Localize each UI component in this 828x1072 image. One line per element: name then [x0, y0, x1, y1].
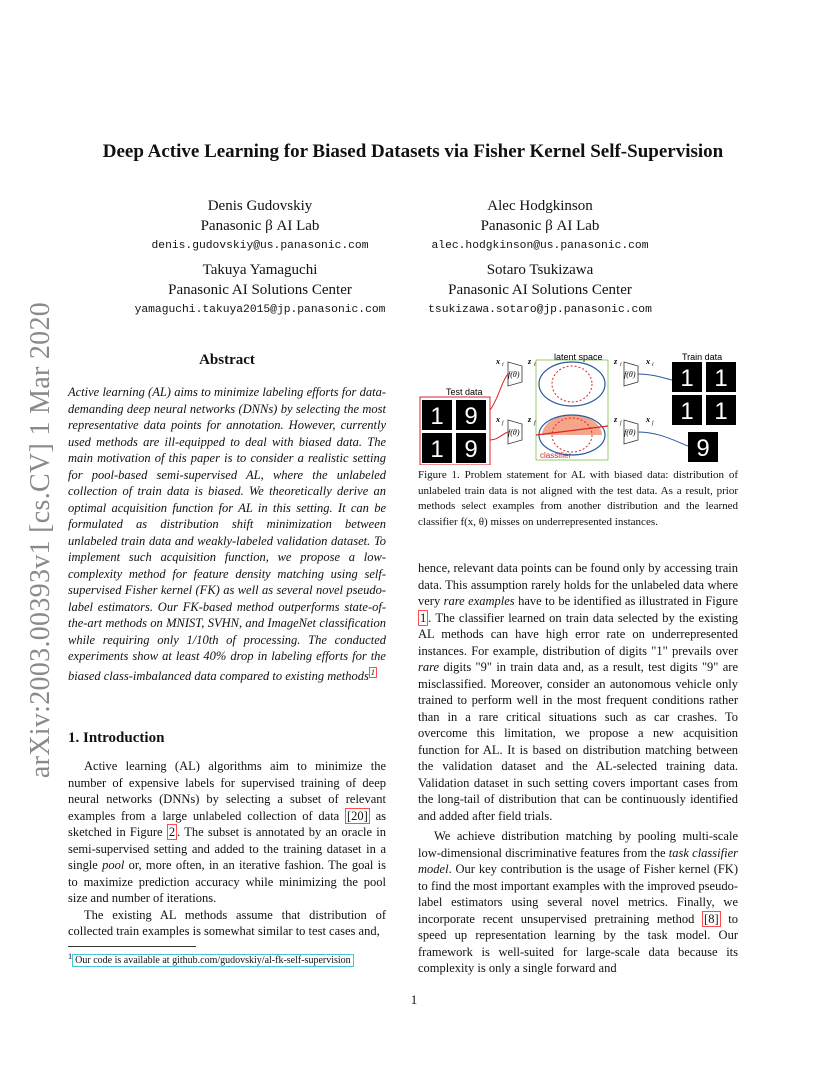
- train-data-label: Train data: [682, 352, 723, 362]
- arrow: [490, 432, 508, 440]
- var-z: z: [614, 357, 618, 366]
- digit-label: 1: [714, 398, 728, 425]
- variable-labels: [495, 357, 650, 424]
- function-label: f(θ): [624, 370, 636, 379]
- misclassified-region: [542, 415, 602, 435]
- digit-label: 1: [680, 398, 694, 425]
- section-heading-introduction: 1. Introduction: [68, 730, 165, 746]
- author-email: yamaguchi.takuya2015@jp.panasonic.com: [134, 304, 386, 316]
- var-x: x: [646, 357, 650, 366]
- digit-label: 1: [680, 365, 694, 392]
- digit-label: 9: [464, 403, 478, 430]
- latent-space-box: [536, 360, 608, 460]
- author-email: denis.gudovskiy@us.panasonic.com: [151, 240, 369, 252]
- author-block-2: [390, 196, 690, 256]
- classifier-label: classifier: [540, 451, 572, 460]
- arrow: [638, 374, 672, 380]
- function-label: f(θ): [508, 428, 520, 437]
- subscript: i: [620, 362, 622, 368]
- digit-label: 9: [464, 436, 478, 463]
- paper-title: Deep Active Learning for Biased Datasets via Fisher Kernel Self-Supervision: [102, 141, 724, 162]
- subscript: j: [620, 420, 622, 426]
- author-block-4: [390, 260, 690, 320]
- author-block-3: [110, 260, 410, 320]
- author-name: Sotaro Tsukizawa: [486, 262, 594, 278]
- arrow: [638, 432, 688, 446]
- test-data-images: [422, 400, 486, 463]
- body-paragraph-1: hence, relevant data points can be found only by accessing train data. This assumption rarely holds for the unlabeled data where very rare examples have to be identified as illustrated in Figure 1 . The classifier learned on train data selected by the existing AL methods can have high error rate on underrepresented instances. For example, distribution of digits "1" prevails over rare digits "9" in train data and, as a result, test digits "9" are misclassified. Moreover, consider an autonomous vehicle only trained to perform well in the most frequent conditions rather than in a rare critical situations such as car crashes. To overcome this limitation, we propose a new acquisition function for AL. It is based on distribution matching between the validation dataset and the AL-selected training data. Validation dataset in such setting covers important cases from the long-tail of distribution that can be continuously identified and added after field trials.: [418, 561, 738, 823]
- var-z: z: [614, 415, 618, 424]
- subscript: j: [652, 420, 654, 426]
- footnote: $^1$ Our code is available at github.com/gudovskiy/al-fk-self-supervision: [68, 952, 354, 966]
- var-z: z: [528, 415, 532, 424]
- function-label: f(θ): [508, 370, 520, 379]
- author-affiliation: Panasonic AI Solutions Center: [448, 282, 632, 298]
- train-data-images: [672, 362, 736, 462]
- right-column-body: [418, 560, 738, 977]
- citation-link[interactable]: [20]: [346, 808, 368, 823]
- code-link[interactable]: Our code is available at github.com/gudovskiy/al-fk-self-supervision: [72, 954, 354, 967]
- subscript: i: [502, 362, 504, 368]
- var-x: x: [496, 415, 500, 424]
- subscript: i: [534, 362, 536, 368]
- footnote-link[interactable]: 1: [370, 667, 375, 677]
- abstract-body: [68, 384, 386, 684]
- function-label: f(θ): [624, 428, 636, 437]
- figure-1-caption: Figure 1. Problem statement for AL with biased data: distribution of unlabeled train data is not aligned with the test data. As a result, prior methods select examples from another distribution and the learned classifier f(x, θ) misses on underrepresented instances.: [418, 469, 738, 528]
- footnote-rule: [68, 946, 196, 947]
- digit-label: 1: [714, 365, 728, 392]
- subscript: j: [534, 420, 536, 426]
- train-distribution-top: [539, 362, 605, 406]
- test-data-label: Test data: [446, 387, 483, 397]
- subscript: i: [652, 362, 654, 368]
- digit-label: 9: [696, 435, 710, 462]
- digit-label: 1: [430, 436, 444, 463]
- digit-label: 1: [430, 403, 444, 430]
- author-affiliation: Panasonic β AI Lab: [480, 218, 600, 234]
- intro-paragraph-2: The existing AL methods assume that distribution of collected train examples is somewhat similar to test cases and,: [68, 907, 386, 938]
- latent-space-label: latent space: [554, 352, 603, 362]
- page-number: 1: [410, 992, 418, 1007]
- figure-link[interactable]: 2: [168, 825, 176, 839]
- citation-link[interactable]: [8]: [704, 911, 719, 926]
- var-z: z: [528, 357, 532, 366]
- intro-paragraph-1: Active learning (AL) algorithms aim to minimize the number of expensive labels for supervised training of deep neural networks (DNNs) by selecting a subset of relevant examples from a large unlabeled collection of data [20] as sketched in Figure 2 . The subset is annotated by an oracle in semi-supervised setting and added to the training dataset in a single pool or, more often, in an iterative fashion. The goal is to maximize prediction accuracy while minimizing the pool size and number of iterations.: [68, 759, 387, 905]
- author-email: tsukizawa.sotaro@jp.panasonic.com: [428, 304, 652, 316]
- author-name: Denis Gudovskiy: [207, 198, 313, 214]
- figure-link[interactable]: 1: [420, 610, 427, 625]
- intro-body: [68, 758, 386, 940]
- author-affiliation: Panasonic β AI Lab: [200, 218, 320, 234]
- abstract-text: Active learning (AL) aims to minimize labeling efforts for data-demanding deep neural networks (DNNs) by selecting the most representative data points for annotation. However, currently used methods are ill-equipped to deal with biased data. The main motivation of this paper is to consider a realistic setting for pool-based semi-supervised AL, where the unlabeled collection of train data is biased. We theoretically derive an optimal acquisition function for AL in this setting. It can be formulated as distribution shift minimization between unlabeled train data and weakly-labeled validation dataset. To implement such acquisition function, we propose a low-complexity method for feature density matching using self-supervised Fisher kernel (FK) as well as several novel pseudo-label estimators. Our FK-based method outperforms state-of-the-art methods on MNIST, SVHN, and ImageNet classification while requiring only 1/10th of processing. The conducted experiments show at least 40% drop in labeling efforts for the biased class-imbalanced data compared to existing methods: [68, 385, 386, 683]
- body-paragraph-2: We achieve distribution matching by pooling multi-scale low-dimensional discriminative features from the task classifier model. Our key contribution is the usage of Fisher kernel (FK) to find the most important examples with the improved pseudo-label estimators using several novel metrics. Finally, we incorporate recent unsupervised pretraining method [8] to speed up representation learning by the task model. Our framework is well-suited for large-scale data because its complexity is only a single forward and: [418, 829, 738, 975]
- arxiv-identifier: arXiv:2003.00393v1 [cs.CV] 1 Mar 2020: [25, 301, 56, 779]
- author-email: alec.hodgkinson@us.panasonic.com: [431, 240, 649, 252]
- figure-1-diagram: [418, 350, 738, 465]
- test-distribution-top: [552, 366, 592, 402]
- author-block-1: [110, 196, 410, 256]
- subscript: j: [502, 420, 504, 426]
- var-x: x: [496, 357, 500, 366]
- author-name: Takuya Yamaguchi: [202, 262, 318, 278]
- var-x: x: [646, 415, 650, 424]
- arrow: [490, 374, 508, 410]
- author-name: Alec Hodgkinson: [487, 198, 593, 214]
- author-affiliation: Panasonic AI Solutions Center: [168, 282, 352, 298]
- abstract-heading: Abstract: [199, 352, 255, 368]
